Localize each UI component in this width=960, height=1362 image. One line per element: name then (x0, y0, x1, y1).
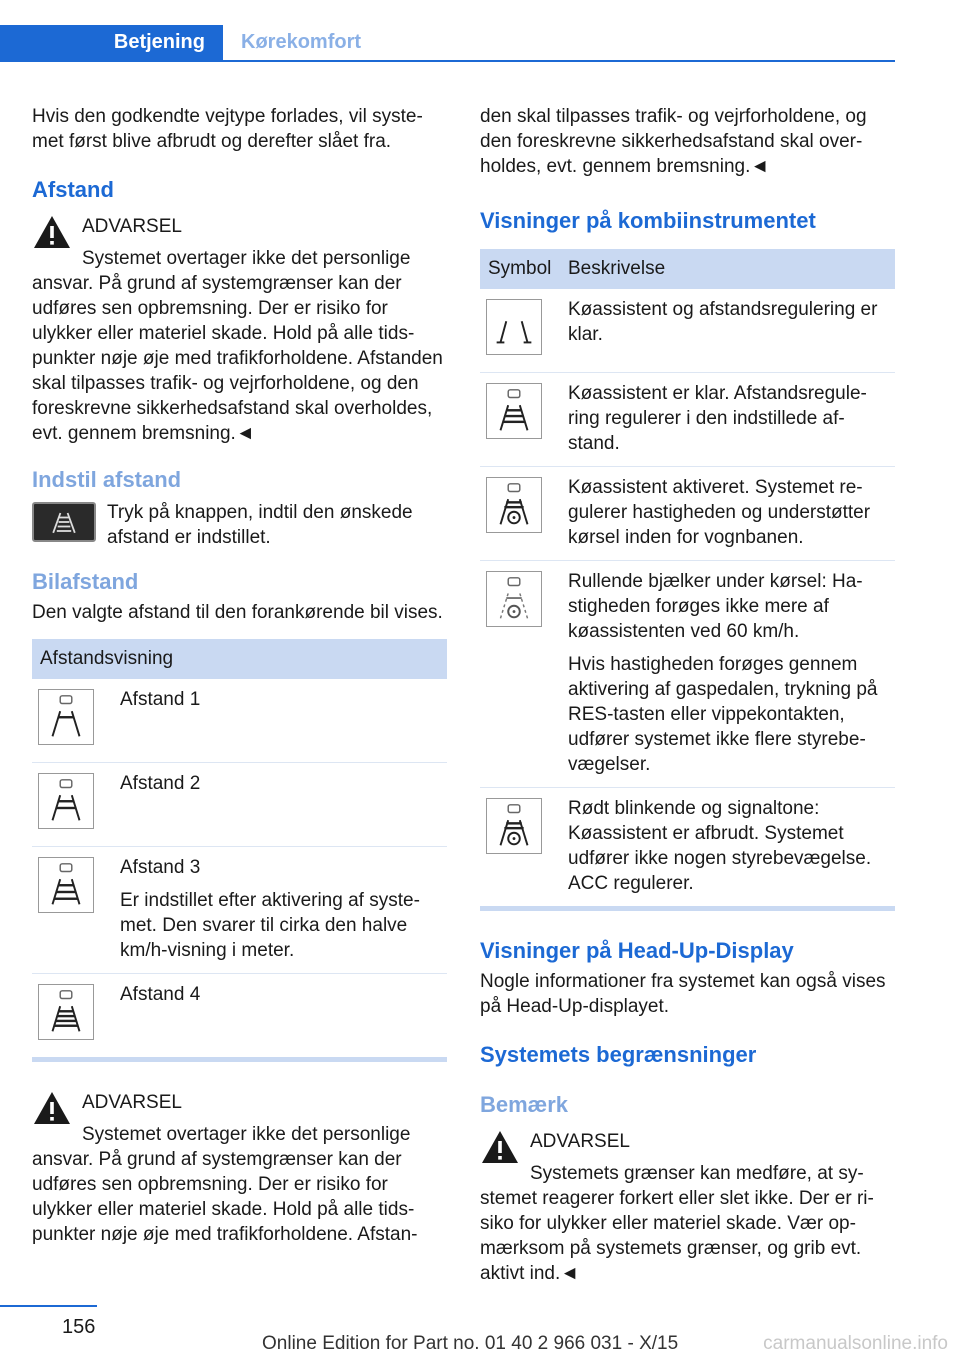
symbol-description: Køassistent er klar. Afstandsregulering regulerer i den indstillede afstand. (568, 383, 867, 454)
heading-head-up-display: Visninger på Head-Up-Display (480, 938, 794, 963)
table-row (480, 561, 895, 788)
symbol-description: Rullende bjælker under kørsel: Hastigheden forøges ikke mere af køassistenten ved 60 km/h. (568, 571, 863, 642)
right-column (480, 100, 895, 1286)
distance-button-icon (32, 502, 96, 542)
warning-text: Systemet overtager ikke det personlige ansvar. På grund af systemgrænser kan der udføres sen opbremsning. Der er risiko for ulykker eller materiel skade. Hold på alle tidspunkter nøje øje med trafikforholdene. Afstan- (32, 1124, 418, 1245)
footer-rule (0, 1305, 97, 1307)
distance-note: Er indstillet efter aktivering af systemet. Den svarer til cirka den halve km/h-visning i meter. (120, 890, 420, 961)
distance-1-icon (38, 689, 94, 745)
heading-bilafstand: Bilafstand (32, 569, 139, 594)
chapter-header (0, 25, 895, 62)
heading-systemets-begraensninger: Systemets begrænsninger (480, 1042, 757, 1067)
table-row (32, 763, 447, 847)
table-row (32, 679, 447, 763)
symbol-extra: Hvis hastigheden forøges gennem aktivering af gaspedalen, trykning på RES-tasten eller vippekontakten, udfører systemet ikke flere styrebevægelser. (568, 654, 878, 775)
distance-label: Afstand 1 (120, 689, 201, 710)
indstil-text: Tryk på knappen, indtil den ønskede afstand er indstillet. (107, 502, 413, 548)
intro-paragraph: Hvis den godkendte vejtype forlades, vil systemet først blive afbrudt og derefter slået fra. (32, 106, 423, 152)
warning-triangle-icon (32, 1090, 72, 1126)
heading-afstand: Afstand (32, 177, 114, 202)
distance-2-icon (38, 773, 94, 829)
distance-table-header: Afstandsvisning (32, 639, 447, 679)
bilafstand-text: Den valgte afstand til den forankørende bil vises. (32, 602, 443, 623)
warning-title: ADVARSEL (82, 1092, 182, 1113)
warning-block-3 (480, 1127, 895, 1286)
hud-text: Nogle informationer fra systemet kan også vises på Head-Up-displayet. (480, 971, 886, 1017)
warning-title: ADVARSEL (82, 216, 182, 237)
watermark: carmanualsonline.info (763, 1333, 948, 1354)
heading-indstil-afstand: Indstil afstand (32, 467, 182, 492)
table-row (480, 467, 895, 561)
warning-triangle-icon (32, 214, 72, 250)
warning-triangle-icon (480, 1129, 520, 1165)
distance-label: Afstand 3 (120, 857, 201, 878)
warning-title: ADVARSEL (530, 1131, 630, 1152)
symbol-description: Køassistent aktiveret. Systemet regulerer hastigheden og understøtter kørsel inden for vognbanen. (568, 477, 871, 548)
distance-3-icon (38, 857, 94, 913)
distance-4-icon (38, 984, 94, 1040)
edition-text: Online Edition for Part no. 01 40 2 966 031 - X/15 (262, 1333, 679, 1354)
tab-korekomfort[interactable]: Kørekomfort (241, 31, 362, 53)
symbol-table (480, 249, 895, 911)
queue-assist-interrupted-icon (486, 798, 542, 854)
warning-text: Systemets grænser kan medføre, at systemet reagerer forkert eller slet ikke. Der er risiko for ulykker eller materiel skade. Vær opmærksom på systemets grænser, og grib evt. aktivt ind.◄ (480, 1163, 874, 1284)
page-number: 156 (62, 1316, 96, 1338)
rolling-bars-icon (486, 571, 542, 627)
queue-assist-ready-icon (486, 383, 542, 439)
description-column-header: Beskrivelse (560, 249, 895, 289)
warning-block-2 (32, 1088, 447, 1247)
table-row (32, 974, 447, 1060)
distance-table (32, 639, 447, 1062)
symbol-description: Rødt blinkende og signaltone: Køassistent er afbrudt. Systemet udfører ikke nogen styrebevægelse. ACC regulerer. (568, 798, 872, 894)
symbol-column-header: Symbol (480, 249, 560, 289)
warning-block-1 (32, 212, 447, 446)
table-row (32, 847, 447, 974)
left-column (32, 100, 447, 1247)
distance-button-row (32, 496, 447, 550)
queue-assist-active-icon (486, 477, 542, 533)
table-row (480, 788, 895, 909)
tab-betjening[interactable]: Betjening (0, 25, 223, 60)
distance-label: Afstand 4 (120, 984, 201, 1005)
warning-text: Systemet overtager ikke det personlige ansvar. På grund af systemgrænser kan der udføres sen opbremsning. Der er risiko for ulykker eller materiel skade. Hold på alle tidspunkter nøje øje med trafikforholdene. Afstanden skal tilpasses trafik- og vejrforholdene, og den foreskrevne sikkerhedsafstand skal overholdes, evt. gennem bremsning.◄ (32, 248, 443, 444)
table-row (480, 373, 895, 467)
continued-text: den skal tilpasses trafik- og vejrforholdene, og den foreskrevne sikkerhedsafstand skal overholdes, evt. gennem bremsning.◄ (480, 106, 867, 177)
distance-label: Afstand 2 (120, 773, 201, 794)
table-row (480, 289, 895, 373)
heading-bemaerk: Bemærk (480, 1092, 569, 1117)
heading-kombiinstrument: Visninger på kombiinstrumentet (480, 208, 816, 233)
lane-ready-icon (486, 299, 542, 355)
symbol-description: Køassistent og afstandsregulering er klar. (568, 299, 878, 345)
